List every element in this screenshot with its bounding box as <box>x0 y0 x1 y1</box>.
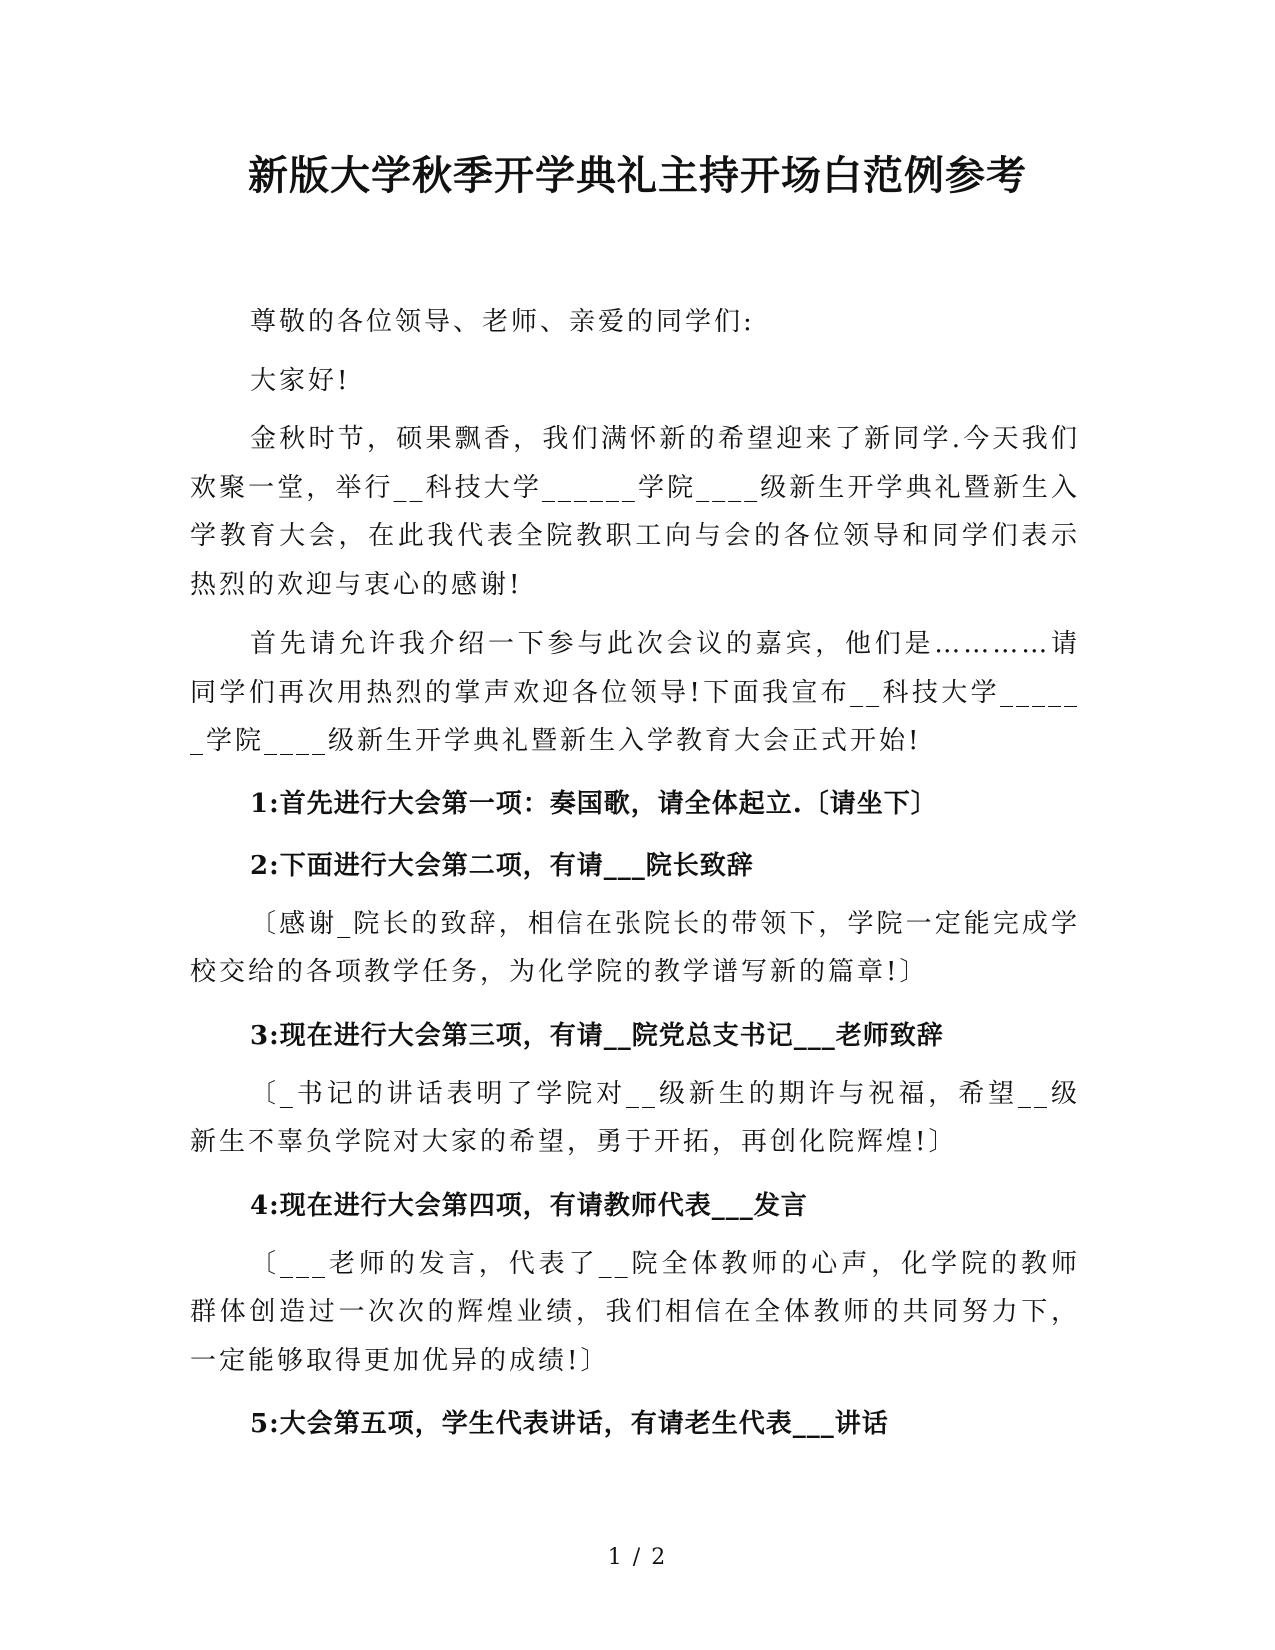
agenda-item-3: 3:现在进行大会第三项，有请__院党总支书记___老师致辞 <box>250 1020 944 1051</box>
agenda-item-1: 1:首先进行大会第一项：奏国歌，请全体起立.〔请坐下〕 <box>250 788 938 819</box>
guest-introduction-paragraph: 首先请允许我介绍一下参与此次会议的嘉宾，他们是…………请同学们再次用热烈的掌声欢迎各位领导!下面我宣布__科技大学______学院____级新生开学典礼暨新生入学教育大会正式开始! <box>190 629 1080 756</box>
agenda-item-4: 4:现在进行大会第四项，有请教师代表___发言 <box>250 1190 808 1221</box>
page-number: 1 / 2 <box>607 1545 668 1570</box>
document-title: 新版大学秋季开学典礼主持开场白范例参考 <box>248 152 1027 199</box>
agenda-item-2: 2:下面进行大会第二项，有请___院长致辞 <box>250 850 754 881</box>
salutation-paragraph: 尊敬的各位领导、老师、亲爱的同学们: <box>250 307 755 337</box>
agenda-item-5: 5:大会第五项，学生代表讲话，有请老生代表___讲话 <box>250 1409 889 1439</box>
document-body <box>190 298 1080 1448</box>
greeting-paragraph: 大家好! <box>250 365 351 396</box>
agenda-item-4-remark: 〔___老师的发言，代表了__院全体教师的心声，化学院的教师群体创造过一次次的辉煌业绩，我们相信在全体教师的共同努力下，一定能够取得更加优异的成绩!〕 <box>190 1248 1080 1376</box>
agenda-item-3-remark: 〔_书记的讲话表明了学院对__级新生的期许与祝福，希望__级新生不辜负学院对大家的希望，勇于开拓，再创化院辉煌!〕 <box>190 1078 1080 1157</box>
opening-paragraph: 金秋时节，硕果飘香，我们满怀新的希望迎来了新同学.今天我们欢聚一堂，举行__科技大学______学院____级新生开学典礼暨新生入学教育大会，在此我代表全院教职工向与会的各位领导和同学们表示热烈的欢迎与衷心的感谢! <box>190 424 1080 600</box>
agenda-item-2-remark: 〔感谢_院长的致辞，相信在张院长的带领下，学院一定能完成学校交给的各项教学任务，为化学院的教学谱写新的篇章!〕 <box>190 908 1080 987</box>
